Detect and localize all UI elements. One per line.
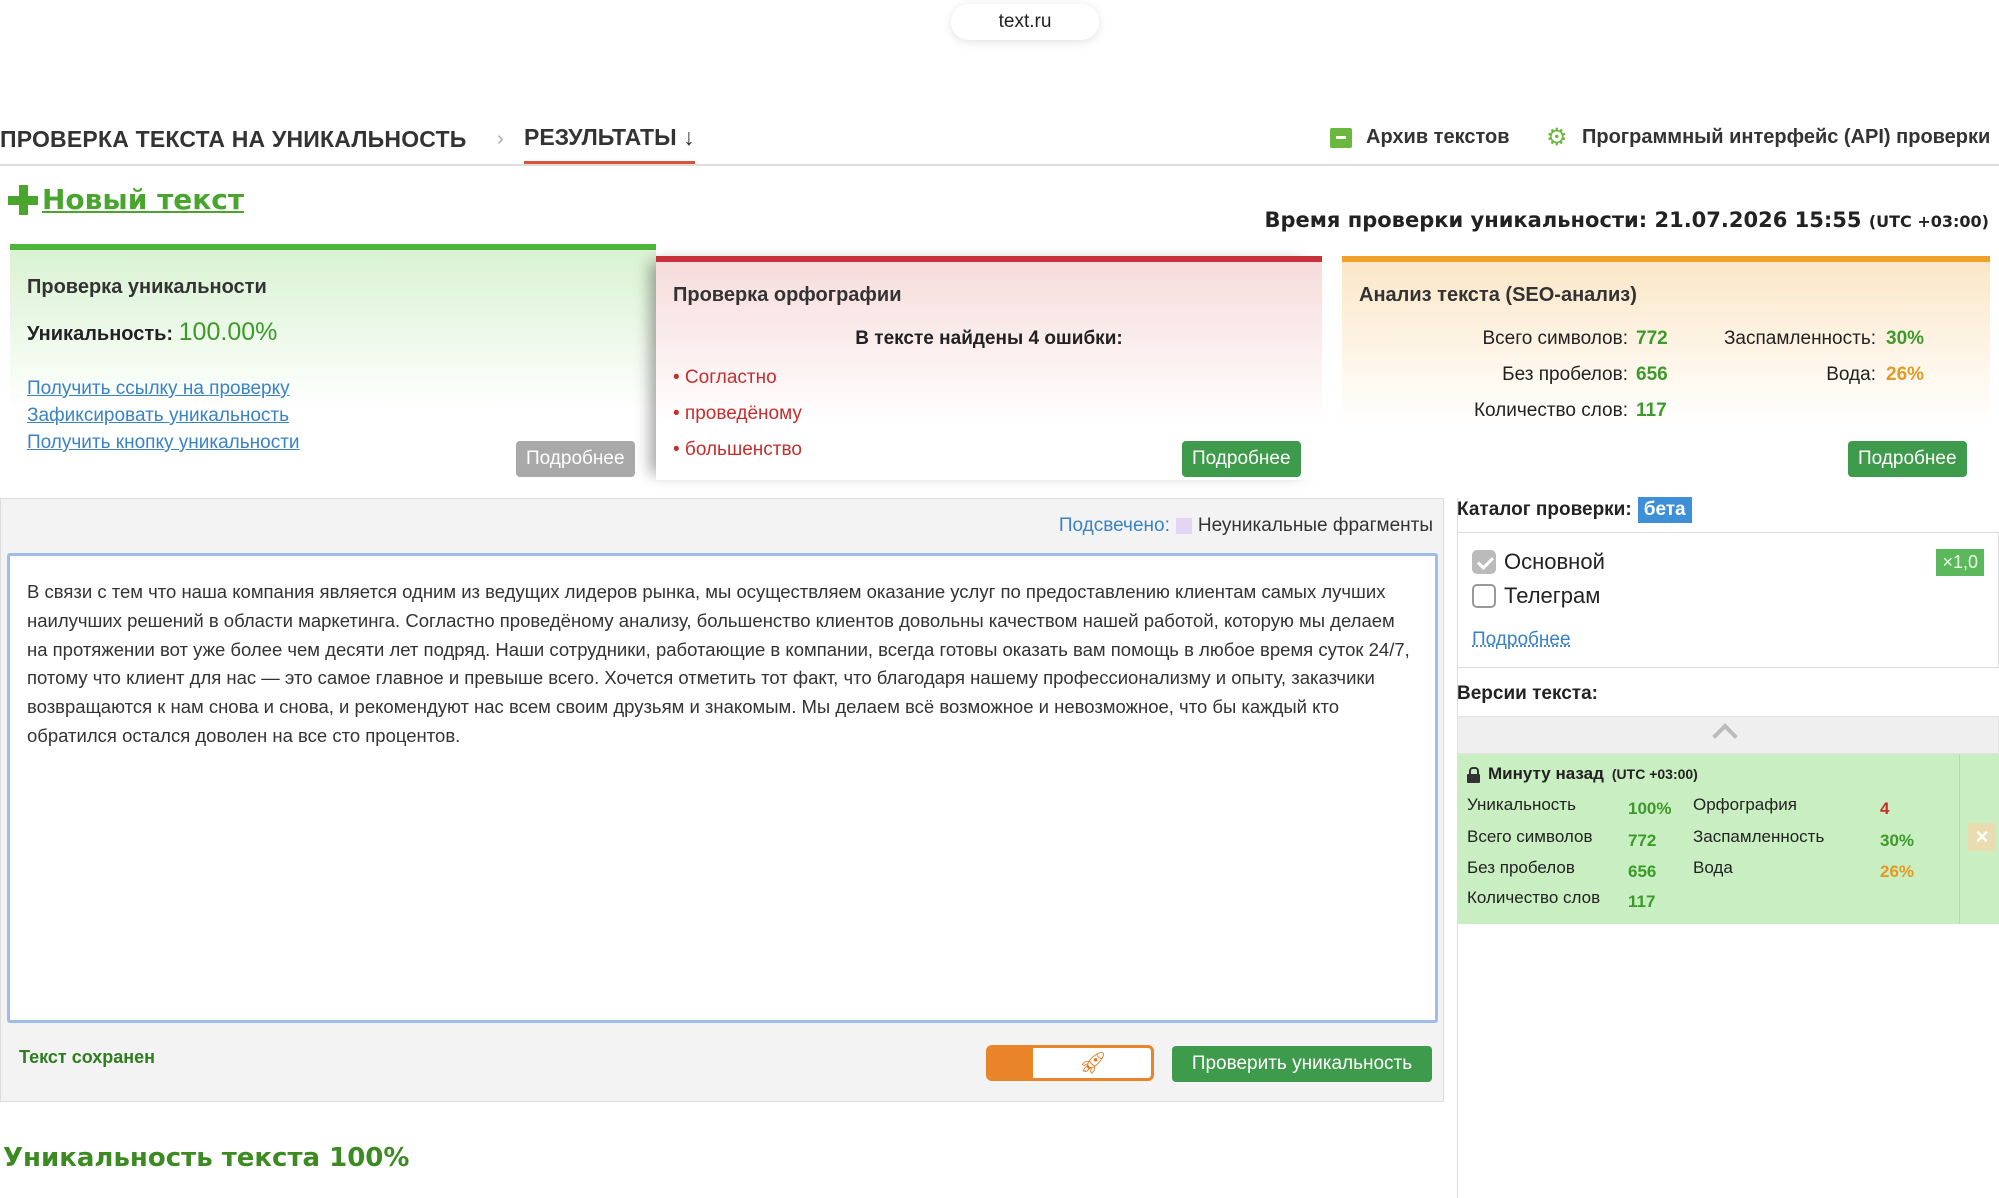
get-link-link[interactable]: Получить ссылку на проверку	[27, 378, 290, 399]
check-time-tz: (UTC +03:00)	[1868, 212, 1989, 231]
highlight-text: Неуникальные фрагменты	[1197, 515, 1433, 536]
speed-toggle-fill	[989, 1048, 1033, 1078]
catalog-option-telegram[interactable]	[1472, 583, 1600, 609]
breadcrumb-results[interactable]: РЕЗУЛЬТАТЫ ↓	[524, 124, 695, 164]
check-uniqueness-button[interactable]: Проверить уникальность	[1172, 1046, 1432, 1082]
spelling-card	[656, 256, 1322, 480]
version-tz: (UTC +03:00)	[1611, 766, 1698, 782]
rocket-icon: 🚀︎	[1079, 1050, 1107, 1075]
version-water-value: 26%	[1880, 862, 1915, 881]
version-uniq-value: 100%	[1628, 799, 1672, 818]
fix-uniqueness-link[interactable]: Зафиксировать уникальность	[27, 405, 290, 426]
spelling-error[interactable]: • проведёному	[673, 403, 802, 424]
catalog-option-label: Телеграм	[1504, 583, 1601, 608]
new-text-label: Новый текст	[42, 183, 245, 216]
version-chars-value: 772	[1628, 831, 1657, 850]
seo-water-value: 26%	[1886, 364, 1925, 385]
text-editor[interactable]: В связи с тем что наша компания является одним из ведущих лидеров рынка, мы осуществляем оказание услуг по предоставлению клиентам самых лучших наилучших решений в области маркетинга. Согластно проведёному анализу, большенство клиентов довольны качеством нашей работой, которую мы делаем на протяжении вот уже более чем десяти лет подряд. Наши сотрудники, работающие в компании, всегда готовы оказать вам помощь в любое время суток 24/7, потому что клиент для нас — это самое главное и превыше всего. Хочется отметить тот факт, что благодаря нашему профессионализму и опыту, заказчики возвращаются к нам снова и снова, и рекомендуют нас всем своим друзьям и знакомым. Мы делаем всё возможное и невозможное, что бы каждый кто обратился остался доволен на все сто процентов.	[7, 553, 1438, 1023]
plus-icon	[8, 185, 38, 215]
uniqueness-more-button[interactable]: Подробнее	[516, 441, 635, 477]
seo-nospace-value: 656	[1636, 364, 1668, 385]
version-spell-value: 4	[1880, 799, 1890, 818]
chevron-up-icon	[1712, 723, 1737, 748]
catalog-title	[1457, 497, 1692, 523]
version-words-value: 117	[1628, 892, 1656, 911]
check-time-label: Время проверки уникальности: 21.07.2026 15:55	[1264, 208, 1862, 232]
uniqueness-card	[10, 244, 656, 480]
uniqueness-label: Уникальность:	[27, 323, 174, 345]
catalog-option-label: Основной	[1504, 549, 1605, 574]
archive-label: Архив текстов	[1366, 126, 1510, 148]
catalog-option-main[interactable]	[1472, 549, 1605, 575]
spelling-headline: В тексте найдены 4 ошибки:	[855, 328, 1123, 349]
version-item[interactable]	[1457, 754, 1959, 924]
seo-more-button[interactable]: Подробнее	[1848, 441, 1967, 477]
version-side	[1959, 754, 1999, 924]
spelling-error[interactable]: • большенство	[673, 439, 802, 460]
editor-panel	[0, 498, 1444, 1102]
uniqueness-value: 100.00%	[178, 318, 278, 346]
uniqueness-line	[27, 318, 277, 347]
spelling-more-button[interactable]: Подробнее	[1182, 441, 1301, 477]
result-title: Уникальность текста 100%	[3, 1143, 410, 1173]
seo-water-label: Вода:	[1826, 364, 1876, 385]
lock-icon	[1467, 767, 1480, 782]
seo-chars-value: 772	[1636, 328, 1668, 349]
archive-link[interactable]	[1330, 126, 1510, 149]
seo-words-value: 117	[1636, 400, 1667, 421]
breadcrumb-separator: ›	[497, 128, 504, 150]
breadcrumb-check-text[interactable]: ПРОВЕРКА ТЕКСТА НА УНИКАЛЬНОСТЬ	[0, 126, 467, 152]
version-uniq-label: Уникальность	[1467, 795, 1576, 814]
version-water-label: Вода	[1693, 858, 1733, 877]
seo-title: Анализ текста (SEO-анализ)	[1359, 284, 1637, 306]
saved-status: Текст сохранен	[19, 1047, 156, 1067]
version-nospace-label: Без пробелов	[1467, 858, 1575, 877]
uniqueness-title: Проверка уникальности	[27, 276, 267, 298]
beta-badge: бета	[1638, 497, 1692, 523]
version-spell-label: Орфография	[1693, 795, 1797, 814]
seo-spam-label: Заспамленность:	[1723, 328, 1876, 349]
seo-spam-value: 30%	[1886, 328, 1925, 349]
get-button-link[interactable]: Получить кнопку уникальности	[27, 432, 300, 453]
checkbox-icon[interactable]	[1472, 584, 1496, 608]
new-text-link[interactable]	[8, 183, 244, 216]
version-chars-label: Всего символов	[1467, 827, 1593, 846]
version-words-label: Количество слов	[1467, 888, 1601, 907]
check-time	[1264, 208, 1989, 232]
multiplier-badge: ×1,0	[1936, 549, 1984, 576]
version-spam-label: Заспамленность	[1693, 827, 1825, 846]
api-label: Программный интерфейс (API) проверки	[1582, 126, 1991, 148]
seo-nospace-label: Без пробелов:	[1502, 364, 1628, 385]
speed-toggle[interactable]	[986, 1045, 1154, 1081]
version-header	[1467, 764, 1698, 784]
versions-title: Версии текста:	[1457, 683, 1598, 704]
catalog-title-label: Каталог проверки:	[1457, 499, 1632, 520]
seo-chars-label: Всего символов:	[1482, 328, 1628, 349]
version-nospace-value: 656	[1628, 862, 1657, 881]
highlight-label: Подсвечено:	[1058, 515, 1170, 536]
gear-icon: ⚙	[1546, 123, 1568, 151]
api-link[interactable]	[1546, 123, 1991, 151]
archive-icon	[1330, 128, 1352, 148]
spelling-error[interactable]: • Согластно	[673, 367, 777, 388]
version-spam-value: 30%	[1880, 831, 1915, 850]
spelling-title: Проверка орфографии	[673, 284, 902, 306]
checkbox-checked-icon[interactable]	[1472, 550, 1496, 574]
highlight-legend	[1059, 515, 1433, 537]
seo-card	[1342, 256, 1990, 480]
version-time: Минуту назад	[1488, 764, 1604, 783]
catalog-box	[1457, 532, 1999, 668]
versions-scroll-up[interactable]	[1457, 716, 1999, 754]
catalog-more-link[interactable]: Подробнее	[1472, 629, 1571, 650]
delete-version-icon[interactable]: ×	[1968, 823, 1996, 851]
url-pill[interactable]: text.ru	[951, 4, 1099, 40]
seo-words-label: Количество слов:	[1473, 400, 1628, 421]
highlight-swatch	[1176, 518, 1192, 534]
